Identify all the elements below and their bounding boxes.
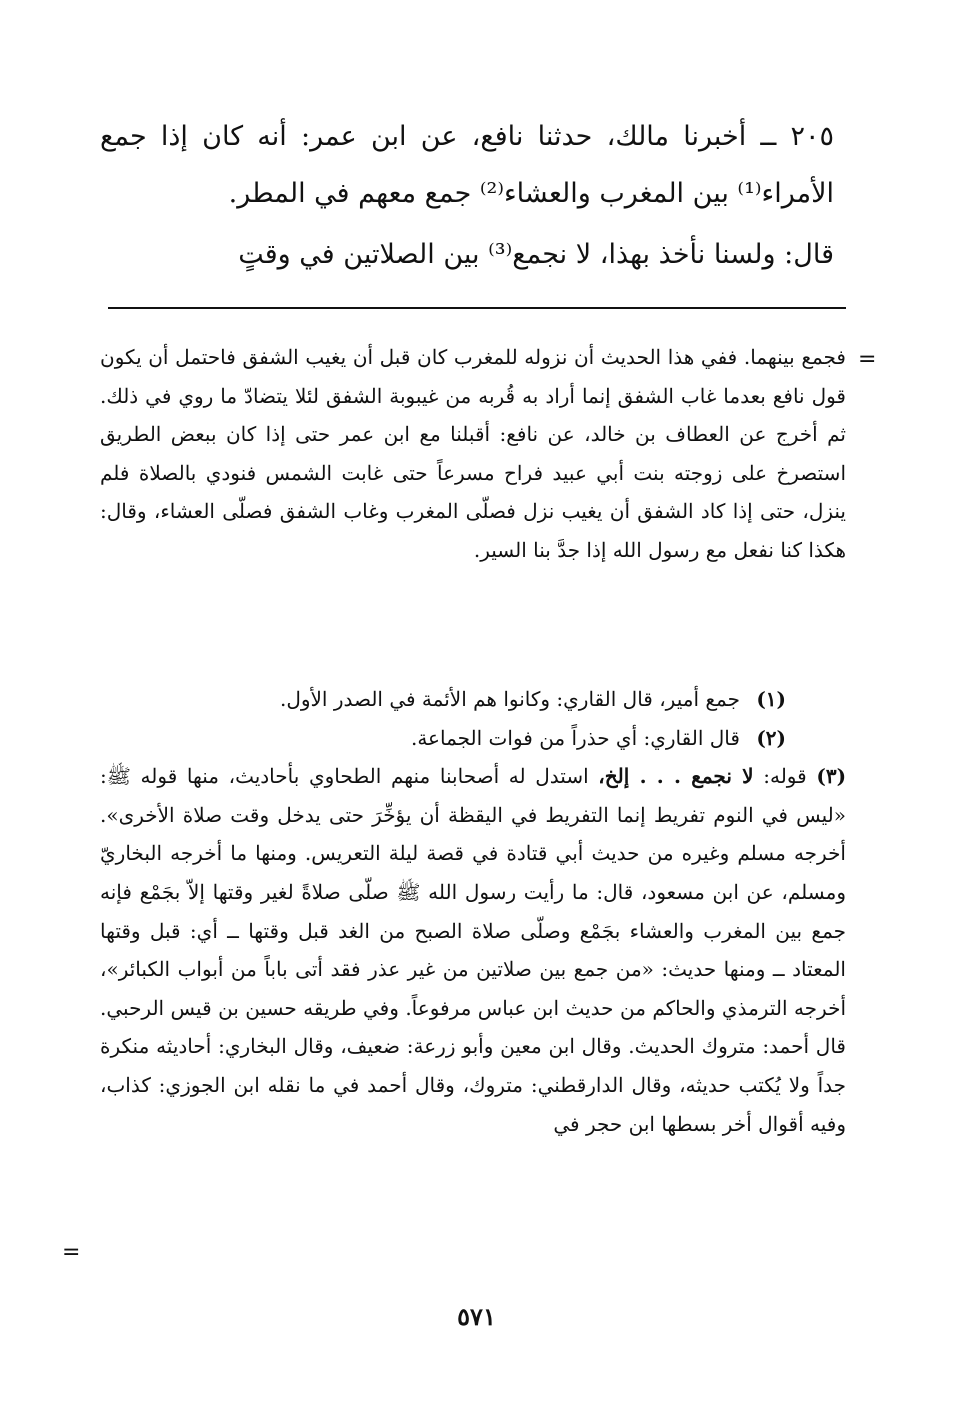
- page-number: ٥٧١: [457, 1302, 496, 1331]
- footnote-separator-line: [108, 307, 846, 309]
- footnote-number: (٣): [816, 764, 847, 789]
- footnote-2: [100, 719, 846, 758]
- footnote-text: قال القاري: أي حذراً من فوات الجماعة.: [410, 725, 740, 750]
- footnote-3: [100, 757, 846, 1143]
- continuation-marker-bottom: =: [62, 1240, 81, 1265]
- continuation-marker-top: =: [858, 347, 877, 372]
- footnote-text: استدل له أصحابنا منهم الطحاوي بأحاديث، منها قوله ﷺ: «ليس في النوم تفريط إنما التفريط في اليقظة أن يؤخِّرَ حتى يدخل وقت صلاة الأخرى». أخرجه مسلم وغيره من حديث أبي قتادة في قصة ليلة التعريس. ومنها ما أخرجه البخاريّ ومسلم، عن ابن مسعود، قال: ما رأيت رسول الله ﷺ صلّى صلاةً لغير وقتها إلاّ بجَمْع فإنه جمع بين المغرب والعشاء بجَمْع وصلّى صلاة الصبح من الغد قبل وقتها ــ أي: قبل وقتها المعتاد ــ ومنها حديث: «من جمع بين صلاتين من غير عذر فقد أتى باباً من أبواب الكبائر»، أخرجه الترمذي والحاكم من حديث ابن عباس مرفوعاً. وفي طريقه حسين بن قيس الرحبي. قال أحمد: متروك الحديث. وقال ابن معين وأبو زرعة: ضعيف، وقال البخاري: أحاديثه منكرة جداً ولا يُكتب حديثه، وقال الدارقطني: متروك، وقال أحمد في ما نقله ابن الجوزي: كذاب، وفيه أقوال أخر بسطها ابن حجر في: [100, 764, 846, 1136]
- footnote-number: (١): [756, 687, 786, 711]
- footnote-lead: قوله:: [763, 764, 807, 789]
- footnote-quoted-phrase: لا نجمع . . . إلخ،: [598, 764, 754, 789]
- footnote-1: [100, 680, 846, 719]
- hadith-paragraph: ٢٠٥ ــ أخبرنا مالك، حدثنا نافع، عن ابن عمر: أنه كان إذا جمع الأمراء⁽¹⁾ بين المغرب والعشاء⁽²⁾ جمع معهم في المطر.: [100, 121, 834, 209]
- continued-footnote: [100, 338, 846, 570]
- commentary-paragraph: قال: ولسنا نأخذ بهذا، لا نجمع⁽³⁾ بين الصلاتين في وقتٍ: [238, 239, 834, 270]
- footnote-text: جمع أمير، قال القاري: وكانوا هم الأئمة في الصدر الأول.: [279, 687, 740, 711]
- footnote-number: (٢): [756, 725, 786, 750]
- continued-footnote-text: فجمع بينهما. ففي هذا الحديث أن نزوله للمغرب كان قبل أن يغيب الشفق فاحتمل أن يكون قول نافع بعدما غاب الشفق إنما أراد به قُربه من غيبوبة الشفق لئلا يتضادّ ما روي في ذلك. ثم أخرج عن العطاف بن خالد، عن نافع: أقبلنا مع ابن عمر حتى إذا كان ببعض الطريق استصرخ على زوجته بنت أبي عبيد فراح مسرعاً حتى غابت الشمس فنودي بالصلاة فلم ينزل، حتى إذا كاد الشفق أن يغيب نزل فصلّى المغرب وغاب الشفق فصلّى العشاء، وقال: هكذا كنا نفعل مع رسول الله إذا جدَّ بنا السير.: [100, 345, 846, 562]
- footnotes-list: [100, 680, 846, 1143]
- main-text-block: [100, 108, 834, 283]
